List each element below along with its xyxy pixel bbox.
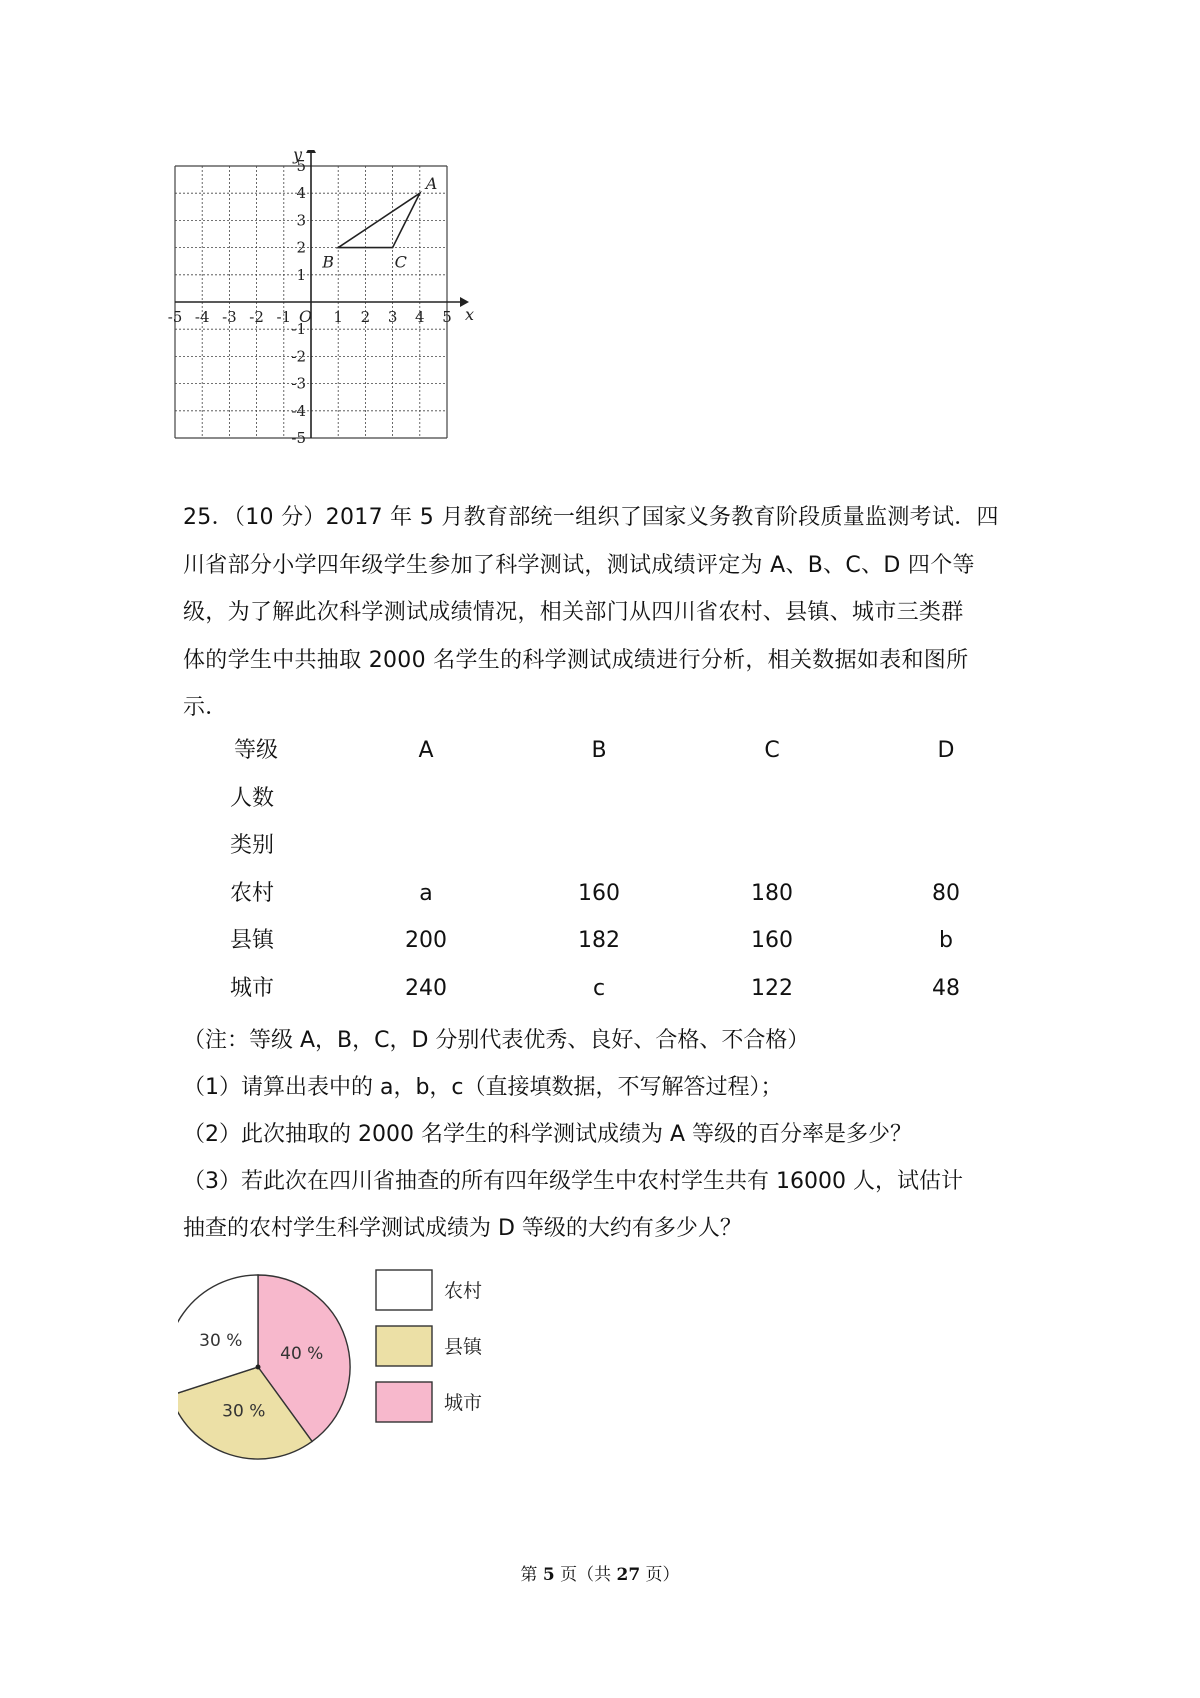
pie-chart [178, 1262, 558, 1476]
table-header-sub-row [230, 775, 1030, 823]
x-axis-label: x [465, 305, 475, 324]
table-cell: b [939, 928, 953, 953]
legend-swatch [376, 1382, 432, 1422]
question-line: 示． [183, 695, 228, 720]
table-header-cell: 人数 [230, 785, 275, 811]
table-cell: 160 [751, 928, 793, 953]
footer-suffix: 页） [640, 1565, 680, 1585]
table-header-row [230, 727, 1030, 775]
table-cell: 农村 [230, 880, 275, 906]
pie-legend [376, 1270, 484, 1422]
y-tick-label: 3 [296, 211, 306, 230]
legend-swatch [376, 1270, 432, 1310]
footer-middle: 页（共 [554, 1565, 617, 1585]
page-footer [0, 1560, 1200, 1585]
table-cell: 县镇 [230, 928, 275, 953]
table-cell: 182 [578, 928, 620, 953]
x-tick-label: 1 [333, 308, 343, 326]
legend-label: 城市 [444, 1392, 483, 1414]
sub-question-3-continued: 抽查的农村学生科学测试成绩为 D 等级的大约有多少人？ [183, 1216, 742, 1241]
x-tick-label: 5 [442, 308, 452, 326]
question-line: 体的学生中共抽取 2000 名学生的科学测试成绩进行分析，相关数据如表和图所 [183, 647, 969, 673]
question-line: 25．（10 分）2017 年 5 月教育部统一组织了国家义务教育阶段质量监测考试．四 [183, 505, 999, 530]
table-header-cell: 等级 [234, 738, 279, 763]
table-cell: 180 [751, 880, 793, 906]
x-tick-label: -4 [194, 308, 210, 326]
x-tick-label: -2 [249, 308, 264, 326]
table-header-cell: B [591, 738, 607, 763]
y-tick-label: 4 [296, 184, 306, 203]
pie-slice-label: 30 % [199, 1330, 243, 1351]
x-tick-label: -3 [222, 308, 237, 326]
point-label-a: A [425, 174, 438, 194]
table-header-cell: D [937, 738, 955, 763]
table-cell: 200 [405, 928, 447, 953]
y-tick-label: 1 [296, 265, 306, 284]
table-cell: 240 [405, 975, 447, 1001]
y-tick-label: 5 [296, 157, 306, 175]
table-cell: 160 [578, 880, 620, 906]
table-note: （注：等级 A，B，C，D 分别代表优秀、良好、合格、不合格） [183, 1028, 810, 1053]
legend-label: 县镇 [444, 1336, 483, 1358]
table-header-cell: 类别 [230, 833, 275, 858]
table-cell: a [419, 880, 433, 906]
pie-slice-label: 40 % [280, 1343, 324, 1364]
legend-label: 农村 [444, 1280, 483, 1302]
question-text [183, 494, 1033, 732]
origin-label: O [299, 307, 313, 326]
score-table [230, 727, 1030, 1012]
table-header-sub-row [230, 822, 1030, 870]
legend-swatch [376, 1326, 432, 1366]
question-line: 川省部分小学四年级学生参加了科学测试，测试成绩评定为 A、B、C、D 四个等 [183, 552, 975, 578]
pie-slices [178, 1275, 350, 1459]
x-tick-label: 2 [360, 308, 371, 326]
x-tick-label: 4 [415, 308, 425, 326]
point-label-b: B [322, 252, 334, 272]
x-tick-label: 3 [387, 308, 398, 326]
pie-slice-label: 30 % [222, 1401, 266, 1422]
y-tick-label: -5 [291, 429, 306, 447]
table-row [230, 917, 1030, 965]
pie-center-dot [256, 1365, 261, 1370]
table-cell: 122 [751, 975, 793, 1001]
x-tick-label: -5 [168, 308, 183, 326]
y-tick-label: -2 [291, 347, 306, 366]
table-header-cell: C [764, 738, 780, 763]
table-cell: 城市 [230, 975, 275, 1001]
table-header-cell: A [418, 738, 434, 763]
sub-question-3: （3）若此次在四川省抽查的所有四年级学生中农村学生共有 16000 人，试估计 [183, 1169, 963, 1194]
question-line: 级，为了解此次科学测试成绩情况，相关部门从四川省农村、县镇、城市三类群 [183, 600, 964, 625]
footer-prefix: 第 [520, 1565, 543, 1585]
coordinate-grid-figure [168, 150, 528, 485]
sub-question-2: （2）此次抽取的 2000 名学生的科学测试成绩为 A 等级的百分率是多少？ [183, 1122, 913, 1147]
y-tick-label: 2 [296, 238, 306, 257]
y-tick-label: -3 [291, 374, 306, 393]
table-cell: 48 [932, 975, 960, 1001]
table-cell: c [592, 975, 606, 1001]
table-row [230, 965, 1030, 1013]
x-tick-label: -1 [276, 308, 292, 326]
y-axis-label: y [293, 150, 303, 164]
y-axis-arrow [306, 150, 316, 153]
table-row [230, 870, 1030, 918]
y-tick-label: -4 [291, 401, 306, 420]
sub-question-1: （1）请算出表中的 a，b，c（直接填数据，不写解答过程）； [183, 1075, 783, 1100]
y-tick-label: -1 [291, 320, 306, 339]
footer-total-pages: 27 [616, 1565, 641, 1585]
footer-page-number: 5 [542, 1565, 555, 1585]
point-label-c: C [394, 252, 407, 272]
table-cell: 80 [932, 880, 960, 906]
